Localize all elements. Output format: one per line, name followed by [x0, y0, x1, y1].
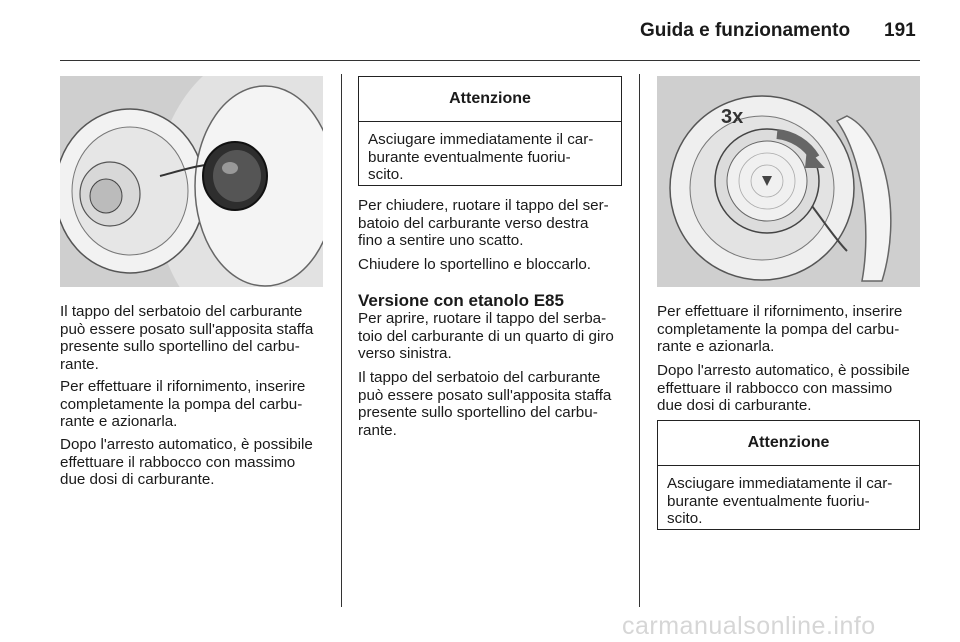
- paragraph-refuel-e85: Per effettuare il rifornimento, inserire completamente la pompa del carbu- rante e azionarla.: [657, 303, 903, 356]
- page-number: 191: [884, 20, 916, 41]
- column-divider-right: [639, 74, 640, 607]
- warning-box-e85: [657, 420, 920, 530]
- paragraph-cap-placement-e85: Il tappo del serbatoio del carburante può essere posato sull'apposita staffa presente sullo sportellino del carbu- rante.: [358, 369, 612, 439]
- paragraph-close-cap: Per chiudere, ruotare il tappo del ser- batoio del carburante verso destra fino a sentire uno scatto.: [358, 197, 609, 250]
- header-divider: [60, 60, 920, 61]
- paragraph-refuel: Per effettuare il rifornimento, inserire completamente la pompa del carbu- rante e azionarla.: [60, 378, 306, 431]
- fuel-cap-figure: [60, 76, 323, 287]
- column-divider-left: [341, 74, 342, 607]
- paragraph-topup-e85: Dopo l'arresto automatico, è possibile effettuare il rabbocco con massimo due dosi di carburante.: [657, 362, 910, 415]
- paragraph-cap-placement: Il tappo del serbatoio del carburante può essere posato sull'apposita staffa presente sullo sportellino del carbu- rante.: [60, 303, 314, 373]
- warning-title-e85: Attenzione: [658, 421, 919, 466]
- warning-text-e85: Asciugare immediatamente il car- burante eventualmente fuoriu- scito.: [667, 475, 893, 528]
- rotation-count-label: 3x: [721, 106, 744, 128]
- paragraph-topup: Dopo l'arresto automatico, è possibile effettuare il rabbocco con massimo due dosi di carburante.: [60, 436, 313, 489]
- warning-box: [358, 76, 622, 186]
- e85-cap-figure: [657, 76, 920, 287]
- warning-title: Attenzione: [359, 77, 621, 122]
- warning-text: Asciugare immediatamente il car- burante eventualmente fuoriu- scito.: [368, 131, 594, 184]
- paragraph-open-e85: Per aprire, ruotare il tappo del serba- toio del carburante di un quarto di giro verso sinistra.: [358, 310, 614, 363]
- section-heading-e85: Versione con etanolo E85: [358, 291, 564, 310]
- fuel-cap-illustration: [60, 76, 323, 287]
- paragraph-lock-door: Chiudere lo sportellino e bloccarlo.: [358, 256, 592, 273]
- site-watermark: carmanualsonline.info: [622, 612, 876, 640]
- page-title: Guida e funzionamento: [640, 20, 851, 41]
- e85-cap-illustration: [657, 76, 920, 287]
